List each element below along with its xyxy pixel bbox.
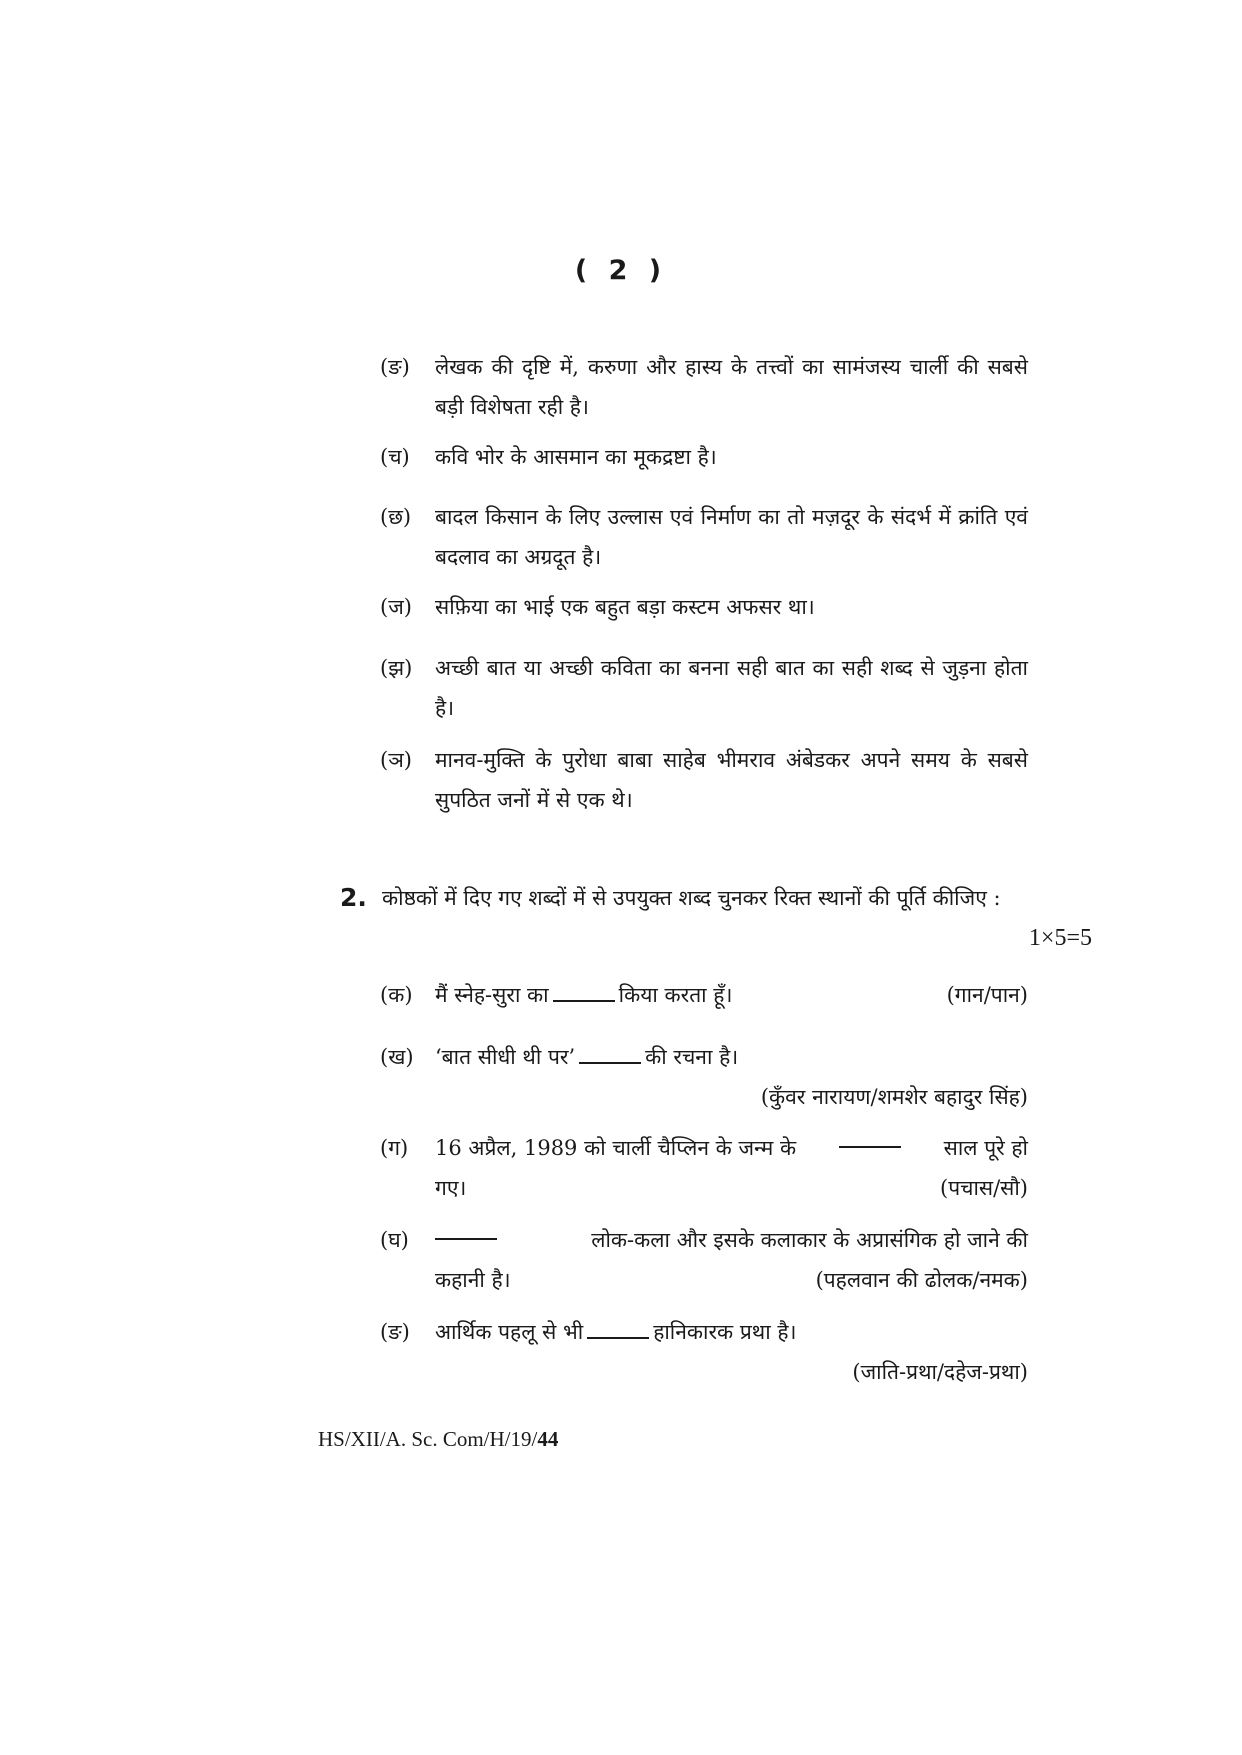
page-number: ( 2 ): [574, 255, 668, 286]
footer-code: [318, 1427, 558, 1452]
text-after-blank: साल पूरे हो: [943, 1136, 1028, 1160]
item-text: लेखक की दृष्टि में, करुणा और हास्य के तत्त्वों का सामंजस्य चार्ली की सबसे बड़ी विशेषता रही है।: [435, 355, 1028, 419]
text-before-blank: 16 अप्रैल, 1989 को चार्ली चैप्लिन के जन्म के: [435, 1136, 797, 1160]
text-line2: गए।: [435, 1176, 467, 1200]
item-label: (ञ): [380, 748, 412, 772]
q1-item-nya: [380, 740, 1028, 820]
q2-item-kha: [380, 1037, 1028, 1117]
options: (पहलवान की ढोलक/नमक): [815, 1268, 1028, 1292]
fill-blank[interactable]: [839, 1128, 901, 1148]
options: (पचास/सौ): [940, 1176, 1028, 1200]
options: (कुँवर नारायण/शमशेर बहादुर सिंह): [760, 1085, 1028, 1109]
text-after-blank: की रचना है।: [645, 1045, 739, 1069]
paper-code: HS/XII/A. Sc. Com/H/19/: [318, 1427, 538, 1451]
text-line2: कहानी है।: [435, 1268, 511, 1292]
item-label: (ङ): [380, 1320, 410, 1344]
item-text: कवि भोर के आसमान का मूकद्रष्टा है।: [435, 445, 717, 469]
question-text: कोष्ठकों में दिए गए शब्दों में से उपयुक्त शब्द चुनकर रिक्त स्थानों की पूर्ति कीजिए :: [382, 886, 1001, 910]
text-after-blank: हानिकारक प्रथा है।: [653, 1320, 797, 1344]
marks: 1×5=5: [1028, 925, 1092, 951]
fill-blank[interactable]: [587, 1319, 649, 1339]
item-label: (ग): [380, 1136, 409, 1160]
item-label: (झ): [380, 656, 413, 680]
item-label: (ख): [380, 1045, 414, 1069]
q1-item-nga: [380, 347, 1028, 427]
item-label: (च): [380, 445, 410, 469]
item-text: मानव-मुक्ति के पुरोधा बाबा साहेब भीमराव अंबेडकर अपने समय के सबसे सुपठित जनों में से एक थे।: [435, 748, 1028, 812]
item-label: (क): [380, 983, 413, 1007]
item-text: अच्छी बात या अच्छी कविता का बनना सही बात का सही शब्द से जुड़ना होता है।: [435, 656, 1028, 720]
q2-item-nga: [380, 1312, 1028, 1392]
page-count: 44: [537, 1427, 559, 1451]
item-label: (ज): [380, 595, 412, 619]
q2-item-ka: [380, 975, 1028, 1015]
item-text: सफ़िया का भाई एक बहुत बड़ा कस्टम अफसर था।: [435, 595, 815, 619]
fill-blank[interactable]: [435, 1220, 497, 1240]
item-text: बादल किसान के लिए उल्लास एवं निर्माण का तो मज़दूर के संदर्भ में क्रांति एवं बदलाव का अग्रदूत है।: [435, 505, 1028, 569]
item-label: (ङ): [380, 355, 410, 379]
q1-item-cha: [380, 437, 1028, 477]
options: (गान/पान): [946, 983, 1028, 1007]
q1-item-chha: [380, 497, 1028, 577]
q1-item-ja: [380, 587, 1028, 627]
question-2: [340, 878, 1092, 951]
q2-item-ga: [380, 1128, 1028, 1208]
item-label: (घ): [380, 1228, 409, 1252]
text-before-blank: ‘बात सीधी थी पर’: [435, 1045, 576, 1069]
text-before-blank: आर्थिक पहलू से भी: [435, 1320, 584, 1344]
q2-item-gha: [380, 1220, 1028, 1300]
text-after-blank: लोक-कला और इसके कलाकार के अप्रासंगिक हो जाने की: [591, 1228, 1028, 1252]
options: (जाति-प्रथा/दहेज-प्रथा): [852, 1360, 1028, 1384]
item-label: (छ): [380, 505, 412, 529]
fill-blank[interactable]: [553, 982, 615, 1002]
q1-item-jha: [380, 648, 1028, 728]
text-before-blank: मैं स्नेह-सुरा का: [435, 983, 549, 1007]
text-after-blank: किया करता हूँ।: [618, 983, 733, 1007]
fill-blank[interactable]: [579, 1044, 641, 1064]
question-number: 2.: [340, 883, 367, 912]
